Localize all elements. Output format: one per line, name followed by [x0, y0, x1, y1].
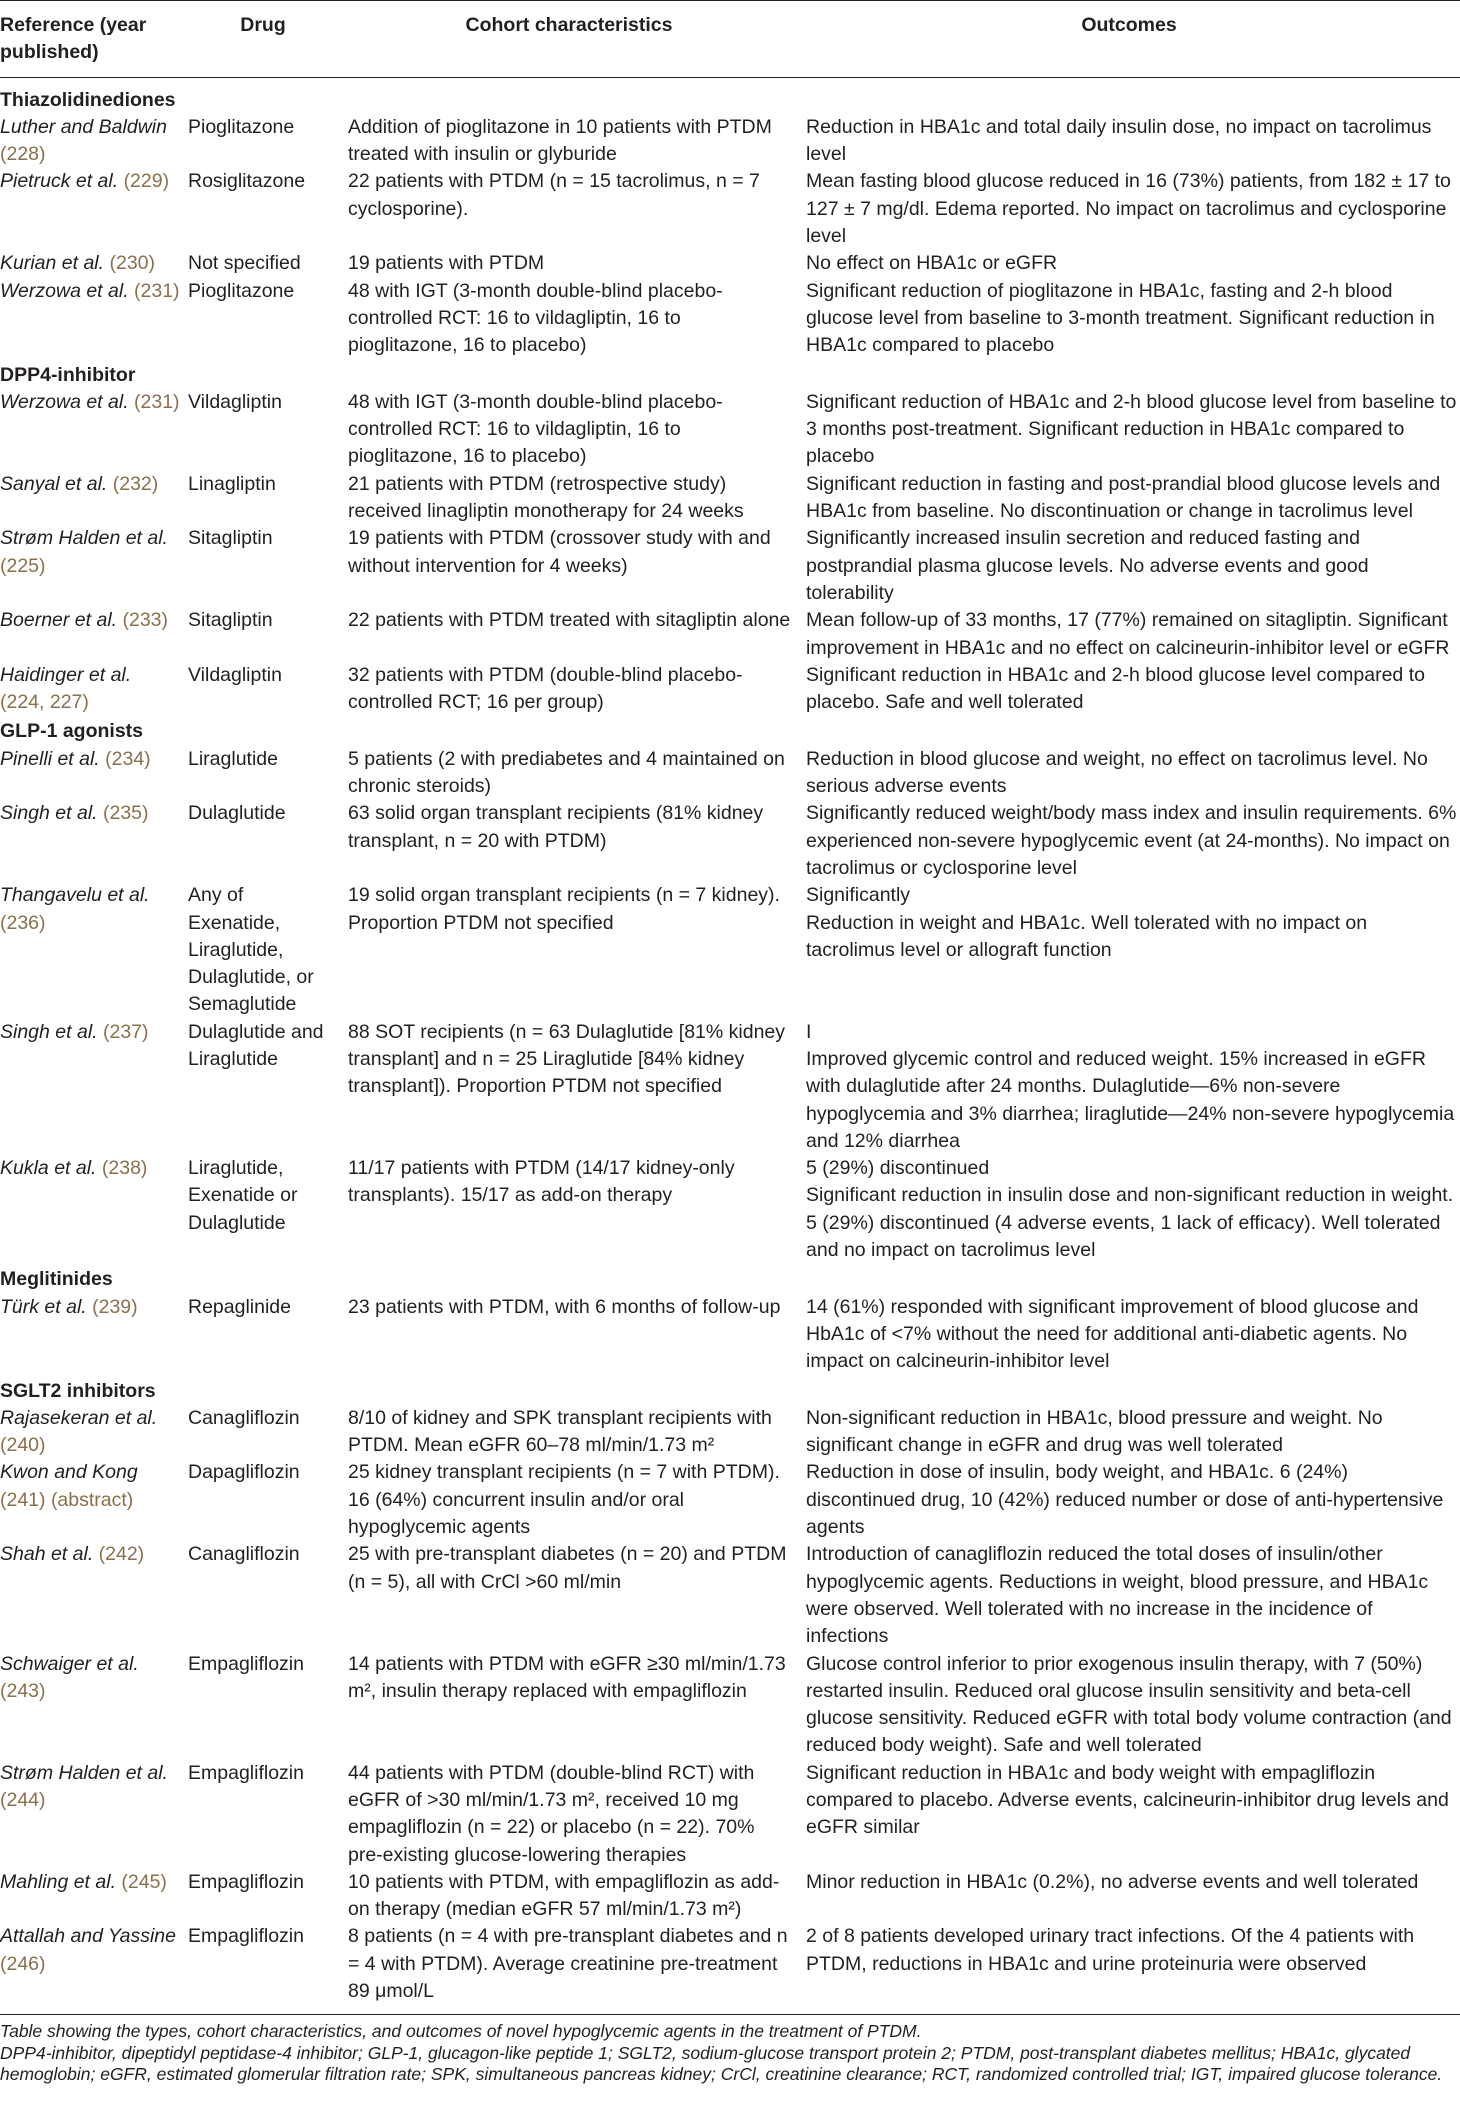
outcome-cell: I Improved glycemic control and reduced weight. 15% increased in eGFR with dulaglutide after 24 months. Dulaglutide—6% non-severe hypoglycemia and 3% diarrhea; liraglutide—24% non-severe hypoglycemia and 12% diarrhea — [806, 1020, 1455, 1152]
outcome-cell: Minor reduction in HBA1c (0.2%), no adverse events and well tolerated — [806, 1870, 1419, 1893]
reference-author: Thangavelu et al. — [0, 884, 150, 907]
table-row — [0, 471, 1460, 526]
reference-cell — [0, 1405, 186, 1460]
cohort-cell: 5 patients (2 with prediabetes and 4 maintained on chronic steroids) — [348, 747, 785, 798]
table-row — [0, 1294, 1460, 1376]
cohort-cell: 19 patients with PTDM — [348, 252, 545, 275]
reference-author: Singh et al. — [0, 802, 98, 825]
section-title: DPP4-inhibitor — [0, 363, 136, 386]
reference-citation-link[interactable]: (246) — [0, 1952, 46, 1975]
table-body — [0, 77, 1460, 2015]
reference-cell — [0, 471, 186, 526]
table-row — [0, 1923, 1460, 2014]
header-cohort: Cohort characteristics — [340, 1, 798, 78]
reference-author: Werzowa et al. — [0, 390, 129, 413]
drug-cell: Empagliflozin — [188, 1652, 304, 1675]
section-row — [0, 1264, 1460, 1293]
reference-cell — [0, 746, 186, 801]
section-title: SGLT2 inhibitors — [0, 1379, 156, 1402]
drug-cell: Empagliflozin — [188, 1870, 304, 1893]
reference-cell — [0, 1294, 186, 1376]
table-row — [0, 525, 1460, 607]
reference-author: Schwaiger et al. — [0, 1652, 139, 1675]
table-header — [0, 1, 1460, 78]
reference-cell — [0, 278, 186, 360]
reference-author: Sanyal et al. — [0, 472, 108, 495]
section-title: Meglitinides — [0, 1268, 113, 1291]
drug-cell: Dulaglutide and Liraglutide — [188, 1020, 324, 1070]
drug-cell: Pioglitazone — [188, 115, 295, 138]
cohort-cell: 25 with pre-transplant diabetes (n = 20) and PTDM (n = 5), all with CrCl >60 ml/min — [348, 1543, 787, 1593]
drug-cell: Repaglinide — [188, 1295, 291, 1318]
outcome-cell: Mean fasting blood glucose reduced in 16 (73%) patients, from 182 ± 17 to 127 ± 7 mg/dl. Edema reported. No impact on tacrolimus and cyclosporine level — [806, 170, 1451, 248]
table-row — [0, 278, 1460, 360]
outcome-cell: Reduction in blood glucose and weight, no effect on tacrolimus level. No serious adverse events — [806, 747, 1428, 798]
reference-author: Türk et al. — [0, 1295, 87, 1318]
reference-cell — [0, 1541, 186, 1650]
reference-author: Werzowa et al. — [0, 279, 129, 302]
drug-cell: Liraglutide, Exenatide or Dulaglutide — [188, 1157, 298, 1234]
drug-cell: Canagliflozin — [188, 1543, 300, 1566]
cohort-cell: 63 solid organ transplant recipients (81% kidney transplant, n = 20 with PTDM) — [348, 802, 764, 852]
reference-author: Rajasekeran et al. — [0, 1406, 158, 1429]
table-row — [0, 114, 1460, 169]
cohort-cell: 10 patients with PTDM, with empagliflozin as add-on therapy (median eGFR 57 ml/min/1.73 m²) — [348, 1870, 780, 1921]
table-row — [0, 746, 1460, 801]
reference-citation-link[interactable]: (231) — [134, 390, 180, 413]
outcome-cell: Significant reduction in HBA1c and body weight with empagliflozin compared to placebo. Adverse events, calcineurin-inhibitor drug levels and eGFR similar — [806, 1761, 1449, 1839]
header-outcomes: Outcomes — [798, 1, 1460, 78]
drug-cell: Rosiglitazone — [188, 170, 306, 193]
drug-cell: Canagliflozin — [188, 1406, 300, 1429]
table-row — [0, 250, 1460, 277]
section-row — [0, 360, 1460, 389]
outcome-cell: Glucose control inferior to prior exogenous insulin therapy, with 7 (50%) restarted insulin. Reduced oral glucose insulin sensitivity and beta-cell glucose sensitivity. Reduced eGFR with total body volume contraction (and reduced body weight). Safe and well tolerated — [806, 1652, 1452, 1757]
reference-cell — [0, 389, 186, 471]
section-title: Thiazolidinediones — [0, 88, 176, 111]
reference-citation-link[interactable]: (239) — [92, 1295, 138, 1318]
outcome-cell: Significant reduction of pioglitazone in HBA1c, fasting and 2-h blood glucose level from baseline to 3-month treatment. Significant reduction in HBA1c compared to placebo — [806, 279, 1435, 357]
reference-citation-link[interactable]: (238) — [101, 1157, 148, 1180]
cohort-cell: 44 patients with PTDM (double-blind RCT) with eGFR of >30 ml/min/1.73 m², received 10 mg empagliflozin (n = 22) or placebo (n = 22). 70% pre-existing glucose-lowering therapies — [348, 1761, 755, 1866]
reference-author: Haidinger et al. — [0, 663, 132, 686]
reference-citation-link[interactable]: (234) — [105, 747, 151, 770]
drug-cell: Any of Exenatide, Liraglutide, Dulaglutide, or Semaglutide — [188, 884, 314, 1016]
cohort-cell: 22 patients with PTDM (n = 15 tacrolimus, n = 7 cyclosporine). — [348, 170, 760, 220]
cohort-cell: 25 kidney transplant recipients (n = 7 with PTDM). 16 (64%) concurrent insulin and/or oral hypoglycemic agents — [348, 1461, 780, 1539]
reference-author: Pietruck et al. — [0, 170, 119, 193]
outcome-cell: No effect on HBA1c or eGFR — [806, 252, 1058, 275]
reference-author: Kukla et al. — [0, 1157, 97, 1180]
reference-citation-link[interactable]: (232) — [112, 472, 159, 495]
outcome-cell: Significant reduction in HBA1c and 2-h blood glucose level compared to placebo. Safe and well tolerated — [806, 663, 1425, 714]
cohort-cell: 21 patients with PTDM (retrospective study) received linagliptin monotherapy for 24 weeks — [348, 472, 744, 523]
cohort-cell: 8/10 of kidney and SPK transplant recipients with PTDM. Mean eGFR 60–78 ml/min/1.73 m² — [348, 1406, 772, 1457]
reference-citation-link[interactable]: (231) — [134, 279, 180, 302]
table-row — [0, 607, 1460, 662]
reference-citation-link[interactable]: (230) — [109, 252, 156, 275]
reference-cell — [0, 1459, 186, 1541]
reference-citation-link[interactable]: (225) — [0, 554, 46, 577]
reference-author: Strøm Halden et al. — [0, 527, 168, 550]
outcome-cell: Significantly increased insulin secretion and reduced fasting and postprandial plasma glucose levels. No adverse events and good tolerability — [806, 527, 1369, 604]
reference-author: Mahling et al. — [0, 1870, 116, 1893]
cohort-cell: 19 patients with PTDM (crossover study with and without intervention for 4 weeks) — [348, 527, 771, 577]
reference-cell — [0, 1869, 186, 1924]
reference-citation-link[interactable]: (237) — [103, 1020, 149, 1043]
section-row — [0, 716, 1460, 745]
header-drug: Drug — [186, 1, 340, 78]
table-caption: Table showing the types, cohort characteristics, and outcomes of novel hypoglycemic agents in the treatment of PTDM. — [0, 2021, 922, 2042]
drug-cell: Vildagliptin — [188, 663, 282, 686]
reference-citation-link[interactable]: (244) — [0, 1789, 46, 1811]
reference-cell — [0, 1760, 186, 1869]
table-row — [0, 882, 1460, 1018]
reference-author: Shah et al. — [0, 1543, 94, 1566]
outcome-cell: Significant reduction of HBA1c and 2-h blood glucose level from baseline to 3 months post-treatment. Significant reduction in HBA1c compared to placebo — [806, 390, 1457, 468]
outcome-cell: Reduction in dose of insulin, body weight, and HBA1c. 6 (24%) discontinued drug, 10 (42%) reduced number or dose of anti-hypertensive agents — [806, 1461, 1444, 1539]
reference-author: Luther and Baldwin — [0, 115, 167, 138]
reference-author: Attallah and Yassine — [0, 1925, 176, 1948]
reference-cell — [0, 525, 186, 607]
reference-citation-link[interactable]: (241) (abstract) — [0, 1488, 134, 1511]
outcome-cell: Significantly reduced weight/body mass index and insulin requirements. 6% experienced non-severe hypoglycemic event (at 24-months). No impact on tacrolimus or cyclosporine level — [806, 802, 1457, 879]
drug-cell: Sitagliptin — [188, 609, 273, 632]
reference-cell — [0, 882, 186, 1018]
outcome-cell: 2 of 8 patients developed urinary tract infections. Of the 4 patients with PTDM, reductions in HBA1c and urine proteinuria were observed — [798, 1923, 1460, 2014]
reference-cell — [0, 1155, 186, 1264]
outcome-cell: 5 (29%) discontinued Significant reduction in insulin dose and non-significant reduction in weight. 5 (29%) discontinued (4 adverse events, 1 lack of efficacy). Well tolerated and no impact on tacrolimus level — [806, 1157, 1454, 1262]
table-row — [0, 1869, 1460, 1924]
drug-cell: Dapagliflozin — [188, 1461, 300, 1484]
drug-cell: Liraglutide — [188, 747, 278, 770]
cohort-cell: Addition of pioglitazone in 10 patients with PTDM treated with insulin or glyburide — [348, 115, 772, 166]
reference-cell — [0, 250, 186, 277]
cohort-cell: 11/17 patients with PTDM (14/17 kidney-only transplants). 15/17 as add-on therapy — [348, 1157, 735, 1207]
outcome-cell: Introduction of canagliflozin reduced the total doses of insulin/other hypoglycemic agents. Reductions in weight, blood pressure, and HBA1c were observed. Well tolerated with no increase in the incidence of infections — [806, 1543, 1429, 1648]
cohort-cell: 48 with IGT (3-month double-blind placebo-controlled RCT: 16 to vildagliptin, 16 to pioglitazone, 16 to placebo) — [348, 279, 723, 357]
reference-author: Singh et al. — [0, 1020, 98, 1043]
reference-citation-link[interactable]: (224, 227) — [0, 691, 89, 714]
reference-citation-link[interactable]: (229) — [123, 170, 170, 193]
table-row — [0, 1760, 1460, 1869]
outcome-cell: Mean follow-up of 33 months, 17 (77%) remained on sitagliptin. Significant improvement in HBA1c and no effect on calcineurin-inhibitor level or eGFR — [806, 609, 1450, 659]
reference-cell — [0, 662, 186, 717]
section-row — [0, 1376, 1460, 1405]
outcome-cell: Significantly Reduction in weight and HBA1c. Well tolerated with no impact on tacrolimus level or allograft function — [806, 884, 1368, 961]
cohort-cell: 8 patients (n = 4 with pre-transplant diabetes and n = 4 with PTDM). Average creatinine pre-treatment 89 μmol/L — [340, 1923, 798, 2014]
table-row — [0, 662, 1460, 717]
reference-cell — [0, 1923, 186, 2014]
drug-cell: Not specified — [188, 252, 301, 275]
reference-cell — [0, 114, 186, 169]
table-row — [0, 1405, 1460, 1460]
cohort-cell: 48 with IGT (3-month double-blind placebo-controlled RCT: 16 to vildagliptin, 16 to pioglitazone, 16 to placebo) — [348, 390, 723, 468]
reference-author: Strøm Halden et al. — [0, 1761, 168, 1784]
drug-cell: Pioglitazone — [188, 279, 295, 302]
drug-cell: Empagliflozin — [188, 1761, 304, 1784]
outcome-cell: 14 (61%) responded with significant improvement of blood glucose and HbA1c of <7% without the need for additional anti-diabetic agents. No impact on calcineurin-inhibitor level — [806, 1295, 1419, 1373]
cohort-cell: 88 SOT recipients (n = 63 Dulaglutide [81% kidney transplant] and n = 25 Liraglutide [84% kidney transplant]). Proportion PTDM not specified — [348, 1020, 786, 1098]
reference-cell — [0, 800, 186, 882]
section-title: GLP-1 agonists — [0, 720, 144, 743]
reference-author: Pinelli et al. — [0, 747, 100, 770]
reference-citation-link[interactable]: (233) — [122, 609, 169, 632]
reference-citation-link[interactable]: (235) — [103, 802, 149, 825]
reference-citation-link[interactable]: (243) — [0, 1679, 46, 1702]
cohort-cell: 19 solid organ transplant recipients (n = 7 kidney). Proportion PTDM not specified — [348, 884, 780, 934]
reference-citation-link[interactable]: (245) — [121, 1870, 167, 1893]
table-row — [0, 1019, 1460, 1155]
table-row — [0, 1155, 1460, 1264]
reference-citation-link[interactable]: (228) — [0, 143, 46, 166]
table-row — [0, 168, 1460, 250]
cohort-cell: 32 patients with PTDM (double-blind placebo-controlled RCT; 16 per group) — [348, 663, 743, 714]
reference-citation-link[interactable]: (236) — [0, 911, 46, 934]
reference-author: Kurian et al. — [0, 252, 105, 275]
cohort-cell: 14 patients with PTDM with eGFR ≥30 ml/min/1.73 m², insulin therapy replaced with empagliflozin — [348, 1652, 786, 1702]
table-row — [0, 1651, 1460, 1760]
header-reference: Reference (year published) — [0, 1, 186, 78]
cohort-cell: 23 patients with PTDM, with 6 months of follow-up — [348, 1295, 781, 1318]
drug-cell: Sitagliptin — [188, 527, 273, 550]
cohort-cell: 22 patients with PTDM treated with sitagliptin alone — [348, 609, 791, 632]
section-row — [0, 77, 1460, 114]
abbreviations-note: DPP4-inhibitor, dipeptidyl peptidase-4 inhibitor; GLP-1, glucagon-like peptide 1; SGLT2, sodium-glucose transport protein 2; PTDM, post-transplant diabetes mellitus; HBA1c, glycated hemoglobin; eGFR, estimated glomerular filtration rate; SPK, simultaneous pancreas kidney; CrCl, creatinine clearance; RCT, randomized controlled trial; IGT, impaired glucose tolerance. — [0, 2042, 1443, 2085]
drug-cell: Linagliptin — [188, 472, 276, 495]
drug-cell: Empagliflozin — [186, 1923, 340, 2014]
outcome-cell: Reduction in HBA1c and total daily insulin dose, no impact on tacrolimus level — [806, 115, 1432, 166]
reference-citation-link[interactable]: (242) — [98, 1543, 145, 1566]
table-row — [0, 389, 1460, 471]
reference-author: Boerner et al. — [0, 609, 118, 632]
table-row — [0, 1459, 1460, 1541]
outcome-cell: Significant reduction in fasting and post-prandial blood glucose levels and HBA1c from baseline. No discontinuation or change in tacrolimus level — [806, 472, 1441, 523]
drug-cell: Dulaglutide — [188, 802, 286, 825]
reference-cell — [0, 607, 186, 662]
table-row — [0, 800, 1460, 882]
outcome-cell: Non-significant reduction in HBA1c, blood pressure and weight. No significant change in eGFR and drug was well tolerated — [806, 1406, 1383, 1457]
table-row — [0, 1541, 1460, 1650]
reference-author: Kwon and Kong — [0, 1461, 138, 1484]
header-row — [0, 1, 1460, 78]
reference-cell — [0, 1651, 186, 1760]
table-footnote — [0, 2015, 1460, 2086]
reference-citation-link[interactable]: (240) — [0, 1434, 46, 1457]
drug-cell: Vildagliptin — [188, 390, 282, 413]
reference-cell — [0, 1019, 186, 1155]
reference-cell — [0, 168, 186, 250]
